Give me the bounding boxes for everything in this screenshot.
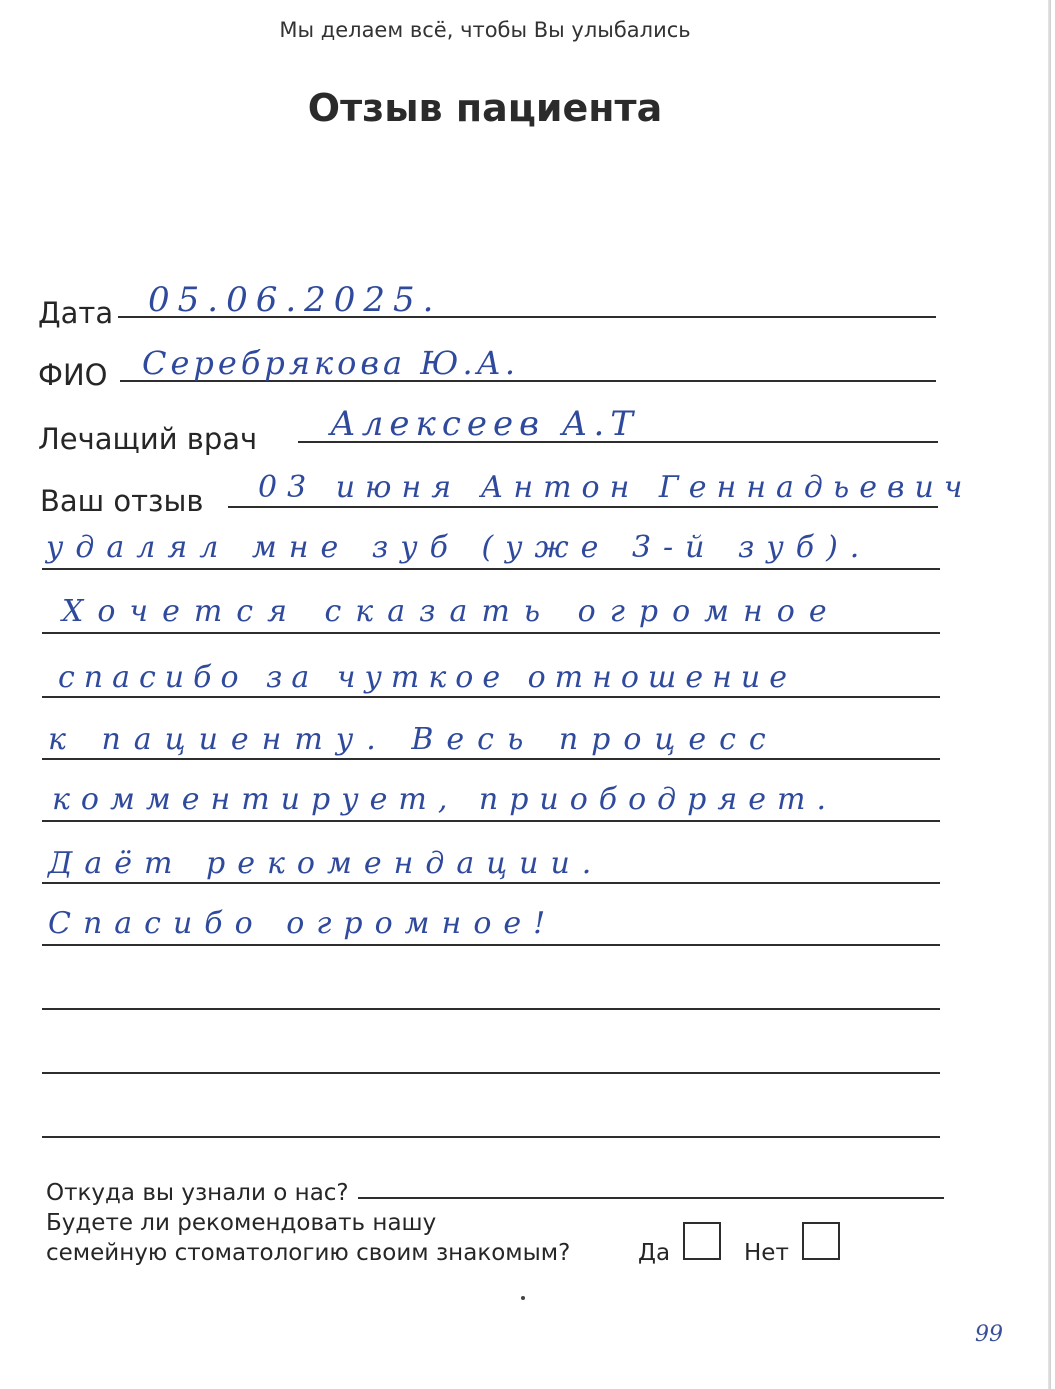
source-question: Откуда вы узнали о нас? [46,1180,349,1206]
review-text-2: удалял мне зуб (уже 3-й зуб). [46,530,872,565]
review-text-7: Даёт рекомендации. [48,846,604,881]
page-title: Отзыв пациента [307,86,663,130]
page-edge [1048,0,1051,1389]
review-text-3: Хочется сказать огромное [62,594,841,629]
review-text-5: к пациенту. Весь процесс [48,722,779,757]
recommend-question-line1: Будете ли рекомендовать нашу [46,1210,437,1236]
name-label: ФИО [38,358,108,392]
name-value: Серебрякова Ю.А. [142,344,520,382]
review-text-6: комментирует, приободряет. [52,782,837,817]
review-text-1: 03 июня Антон Геннадьевич [258,470,973,505]
review-line-7 [42,882,940,884]
review-text-4: спасибо за чуткое отношение [58,660,796,695]
review-line-4 [42,696,940,698]
review-line-5 [42,758,940,760]
ink-dot [521,1296,525,1300]
no-label: Нет [744,1240,789,1266]
doctor-label: Лечащий врач [38,422,258,456]
date-value: 05.06.2025. [148,280,442,320]
slogan: Мы делаем всё, чтобы Вы улыбались [279,18,691,42]
doctor-value: Алексеев А.Т [330,404,639,444]
review-line-10 [42,1072,940,1074]
no-checkbox[interactable] [802,1222,840,1260]
source-line [358,1197,944,1199]
review-line-9 [42,1008,940,1010]
review-line-8 [42,944,940,946]
review-line-11 [42,1136,940,1138]
date-label: Дата [38,296,114,330]
review-line-1 [228,506,938,508]
page-number: 99 [975,1322,1003,1347]
recommend-question-line2: семейную стоматологию своим знакомым? [46,1240,571,1266]
review-label: Ваш отзыв [40,484,204,518]
review-text-8: Спасибо огромное! [48,906,558,941]
yes-checkbox[interactable] [683,1222,721,1260]
review-line-2 [42,568,940,570]
yes-label: Да [638,1240,671,1266]
review-line-6 [42,820,940,822]
review-line-3 [42,632,940,634]
